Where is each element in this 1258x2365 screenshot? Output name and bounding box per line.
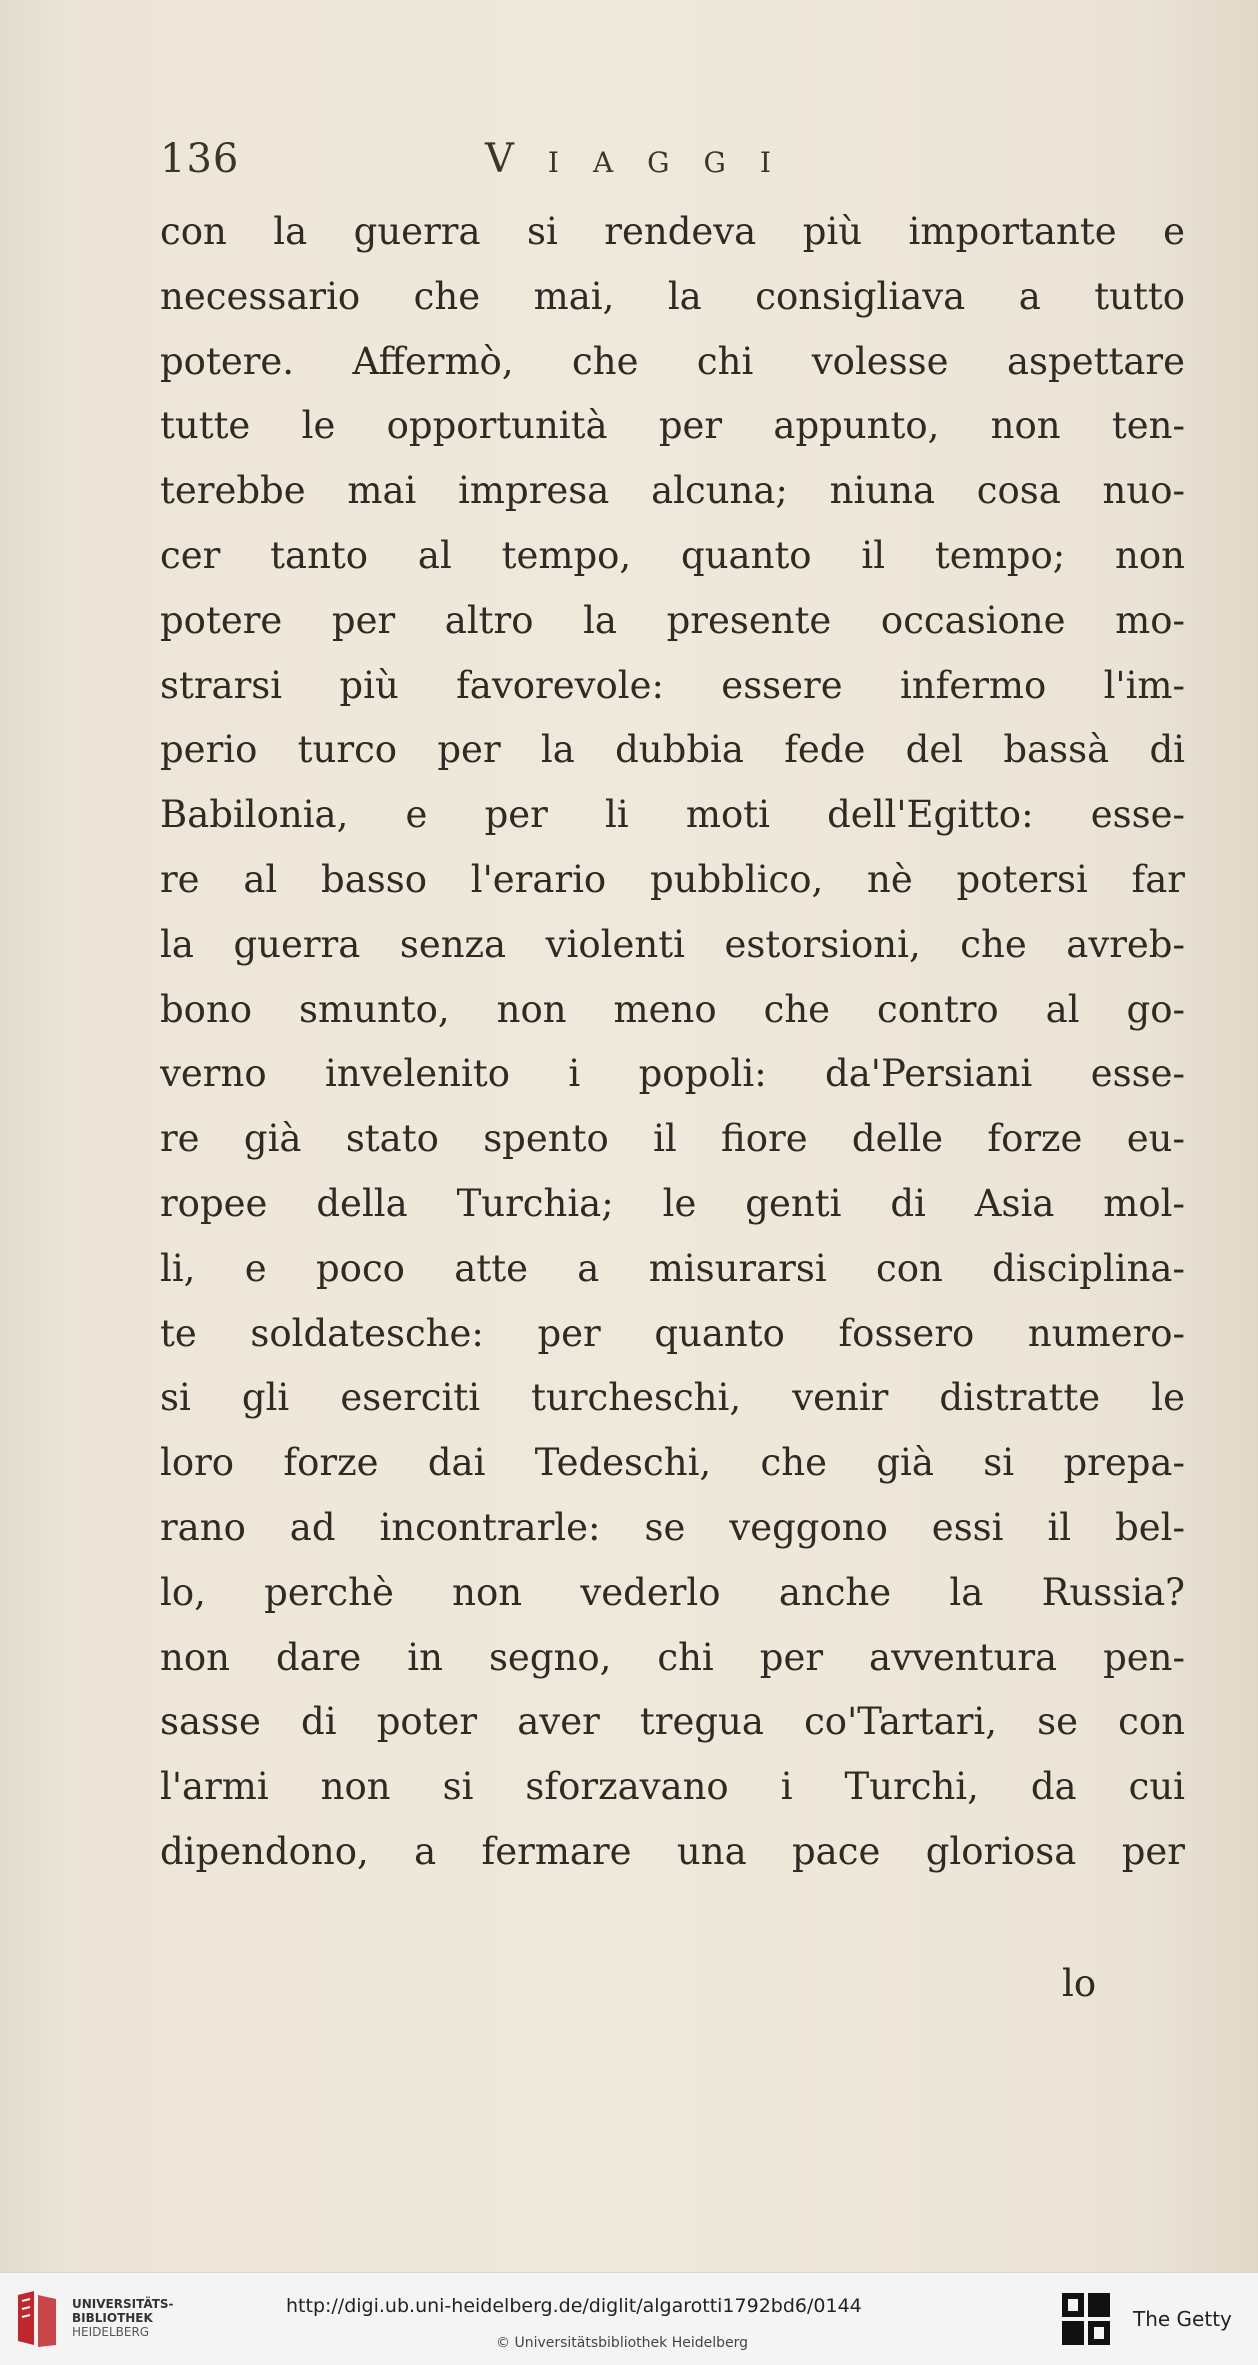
running-title: Viaggi xyxy=(485,136,805,182)
text-line: l'armi non si sforzavano i Turchi, da cui xyxy=(160,1765,1185,1809)
text-line: verno invelenito i popoli: da'Persiani esse- xyxy=(160,1052,1185,1096)
text-line: cer tanto al tempo, quanto il tempo; non xyxy=(160,533,1185,577)
text-line: con la guerra si rendeva più importante e xyxy=(160,210,1185,253)
text-line: tutte le opportunità per appunto, non ten- xyxy=(160,404,1185,448)
text-line: Babilonia, e per li moti dell'Egitto: esse- xyxy=(160,793,1185,837)
text-line: te soldatesche: per quanto fossero numero- xyxy=(160,1311,1185,1355)
partner-name: The Getty xyxy=(1133,2307,1232,2331)
text-line: perio turco per la dubbia fede del bassà di xyxy=(160,728,1185,772)
text-line: si gli eserciti turcheschi, venir distratte le xyxy=(160,1376,1185,1420)
text-line: re già stato spento il fiore delle forze eu- xyxy=(160,1117,1185,1161)
text-line: potere per altro la presente occasione mo- xyxy=(160,598,1185,642)
text-line: loro forze dai Tedeschi, che già si prepa- xyxy=(160,1441,1185,1485)
library-name-line-1: UNIVERSITÄTS- xyxy=(72,2297,174,2311)
copyright-notice: © Universitätsbibliothek Heidelberg xyxy=(496,2335,749,2351)
university-library-logo-icon xyxy=(12,2287,62,2351)
text-line: ropee della Turchia; le genti di Asia mol- xyxy=(160,1181,1185,1225)
text-line: necessario che mai, la consigliava a tutto xyxy=(160,274,1185,318)
library-name-line-2: BIBLIOTHEK xyxy=(72,2311,153,2325)
library-name xyxy=(72,2297,174,2339)
catchword: lo xyxy=(1062,1962,1097,2005)
permalink-link[interactable]: http://digi.ub.uni-heidelberg.de/diglit/algarotti1792bd6/0144 xyxy=(286,2295,862,2317)
footer-bar xyxy=(0,2272,1258,2365)
text-line: dipendono, a fermare una pace gloriosa per xyxy=(160,1829,1185,1873)
text-line: li, e poco atte a misurarsi con disciplina- xyxy=(160,1246,1185,1290)
text-line: lo, perchè non vederlo anche la Russia? xyxy=(160,1570,1185,1614)
text-line: la guerra senza violenti estorsioni, che avreb- xyxy=(160,922,1185,966)
text-line: terebbe mai impresa alcuna; niuna cosa nuo- xyxy=(160,469,1185,513)
text-line: sasse di poter aver tregua co'Tartari, se con xyxy=(160,1700,1185,1744)
running-head xyxy=(160,136,1160,186)
body-text xyxy=(160,200,1185,1885)
library-name-line-3: HEIDELBERG xyxy=(72,2325,150,2339)
text-line: potere. Affermò, che chi volesse aspettare xyxy=(160,339,1185,383)
getty-logo-icon xyxy=(1060,2291,1112,2347)
text-line: bono smunto, non meno che contro al go- xyxy=(160,987,1185,1031)
page-number: 136 xyxy=(160,136,240,182)
text-line: strarsi più favorevole: essere infermo l'im- xyxy=(160,663,1185,707)
text-line: re al basso l'erario pubblico, nè potersi far xyxy=(160,857,1185,901)
text-line: rano ad incontrarle: se veggono essi il bel- xyxy=(160,1505,1185,1549)
text-line: non dare in segno, chi per avventura pen- xyxy=(160,1635,1185,1679)
